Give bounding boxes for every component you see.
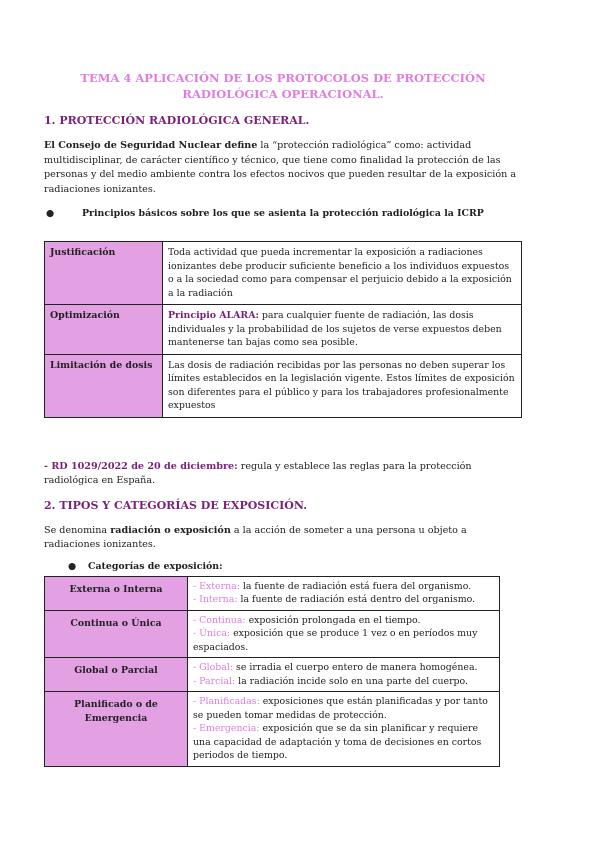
- principle-label: Justificación: [45, 242, 163, 305]
- section-1-intro: [44, 139, 522, 197]
- list-item: [193, 722, 494, 763]
- intro-bold-text: radiación o exposición: [110, 524, 231, 536]
- list-item: [193, 661, 494, 675]
- principle-label: Optimización: [45, 305, 163, 355]
- category-label: Global o Parcial: [45, 658, 188, 692]
- section-2-heading: 2. TIPOS Y CATEGORÍAS DE EXPOSICIÓN.: [44, 498, 308, 512]
- table-row: [45, 354, 522, 417]
- principles-bullet-text: Principios básicos sobre los que se asienta la protección radiológica la ICRP: [82, 208, 484, 219]
- list-item: [193, 695, 494, 722]
- alara-highlight: Principio ALARA:: [168, 310, 259, 321]
- document-title: TEMA 4 APLICACIÓN DE LOS PROTOCOLOS DE PROTECCIÓN RADIOLÓGICA OPERACIONAL.: [80, 71, 486, 101]
- category-detail: [188, 658, 500, 692]
- term-text: la fuente de radiación está dentro del organismo.: [237, 594, 476, 605]
- category-detail: [188, 610, 500, 658]
- list-item: [193, 580, 494, 594]
- list-item: [193, 593, 494, 607]
- section-1-heading: 1. PROTECCIÓN RADIOLÓGICA GENERAL.: [44, 114, 310, 127]
- rd-label: - RD 1029/2022 de 20 de diciembre:: [44, 460, 238, 472]
- principle-text: [163, 305, 522, 355]
- principles-bullet: [44, 207, 522, 220]
- term-text: la fuente de radiación está fuera del organismo.: [239, 580, 472, 592]
- intro-pre: Se denomina: [44, 524, 111, 536]
- term-text: exposición prolongada en el tiempo.: [245, 614, 421, 626]
- category-detail: [188, 576, 500, 610]
- term: - Interna:: [193, 594, 238, 605]
- category-label: Externa o Interna: [45, 576, 188, 610]
- term: - Continua:: [193, 614, 246, 626]
- category-label: Planificado o de Emergencia: [45, 692, 188, 767]
- term-text: la radiación incide solo en una parte del cuerpo.: [235, 675, 469, 687]
- categories-table: [44, 576, 500, 767]
- list-item: [193, 614, 494, 628]
- principle-label: Limitación de dosis: [45, 354, 163, 417]
- bullet-dot-icon: ●: [68, 560, 77, 572]
- section-2-intro: [44, 524, 522, 553]
- intro-bold-text: El Consejo de Seguridad Nuclear define: [44, 140, 258, 151]
- intro-post: a la acción de someter a una persona u objeto a radiaciones ionizantes.: [44, 524, 467, 550]
- bullet-dot-icon: ●: [46, 208, 55, 219]
- term: - Parcial:: [193, 675, 236, 687]
- term-text: exposición que se produce 1 vez o en períodos muy espaciados.: [193, 628, 478, 653]
- rd-reference: [44, 460, 522, 489]
- term-text: se irradia el cuerpo entero de manera homogénea.: [233, 662, 478, 673]
- table-row: [45, 305, 522, 355]
- list-item: [193, 627, 494, 654]
- principle-text: Las dosis de radiación recibidas por las personas no deben superar los límites establecidos en la legislación vigente. Estos límites de exposición son diferentes para el público y para los trabajadores profesionalmente expuestos: [163, 354, 522, 417]
- term: - Planificadas:: [193, 696, 260, 707]
- term: - Global:: [193, 662, 234, 673]
- table-row: [45, 242, 522, 305]
- list-item: [193, 675, 494, 689]
- table-row: [45, 576, 500, 610]
- rd-text: regula y establece las reglas para la protección radiológica en España.: [44, 460, 472, 486]
- principle-text-body: para cualquier fuente de radiación, las dosis individuales y la probabilidad de los sujetos de verse expuestos deben mantenerse tan bajas como sea posible.: [168, 310, 502, 348]
- document-page: [44, 70, 522, 767]
- intro-text: la “protección radiológica” como: actividad multidisciplinar, de carácter científico y técnico, que tiene como finalidad la protección de las personas y del medio ambiente contra los efectos nocivos que pueden resultar de la exposición a radiaciones ionizantes.: [44, 140, 517, 195]
- term-text: exposiciones que están planificadas y por tanto se pueden tomar medidas de protección.: [193, 696, 488, 721]
- term: - Única:: [193, 628, 231, 639]
- term: - Emergencia:: [193, 723, 260, 734]
- category-detail: [188, 692, 500, 767]
- table-row: [45, 610, 500, 658]
- term: - Externa:: [193, 580, 240, 592]
- principle-text: Toda actividad que pueda incrementar la exposición a radiaciones ionizantes debe producir suficiente beneficio a los individuos expuestos o a la sociedad como para compensar el perjuicio debido a la exposición a la radiación: [163, 242, 522, 305]
- table-row: [45, 692, 500, 767]
- term-text: exposición que se da sin planificar y requiere una capacidad de adaptación y toma de decisiones en cortos periodos de tiempo.: [193, 723, 482, 761]
- category-label: Continua o Única: [45, 610, 188, 658]
- categories-bullet-text: Categorías de exposición:: [88, 560, 223, 572]
- categories-bullet: [44, 560, 522, 573]
- principles-table: [44, 241, 522, 418]
- table-row: [45, 658, 500, 692]
